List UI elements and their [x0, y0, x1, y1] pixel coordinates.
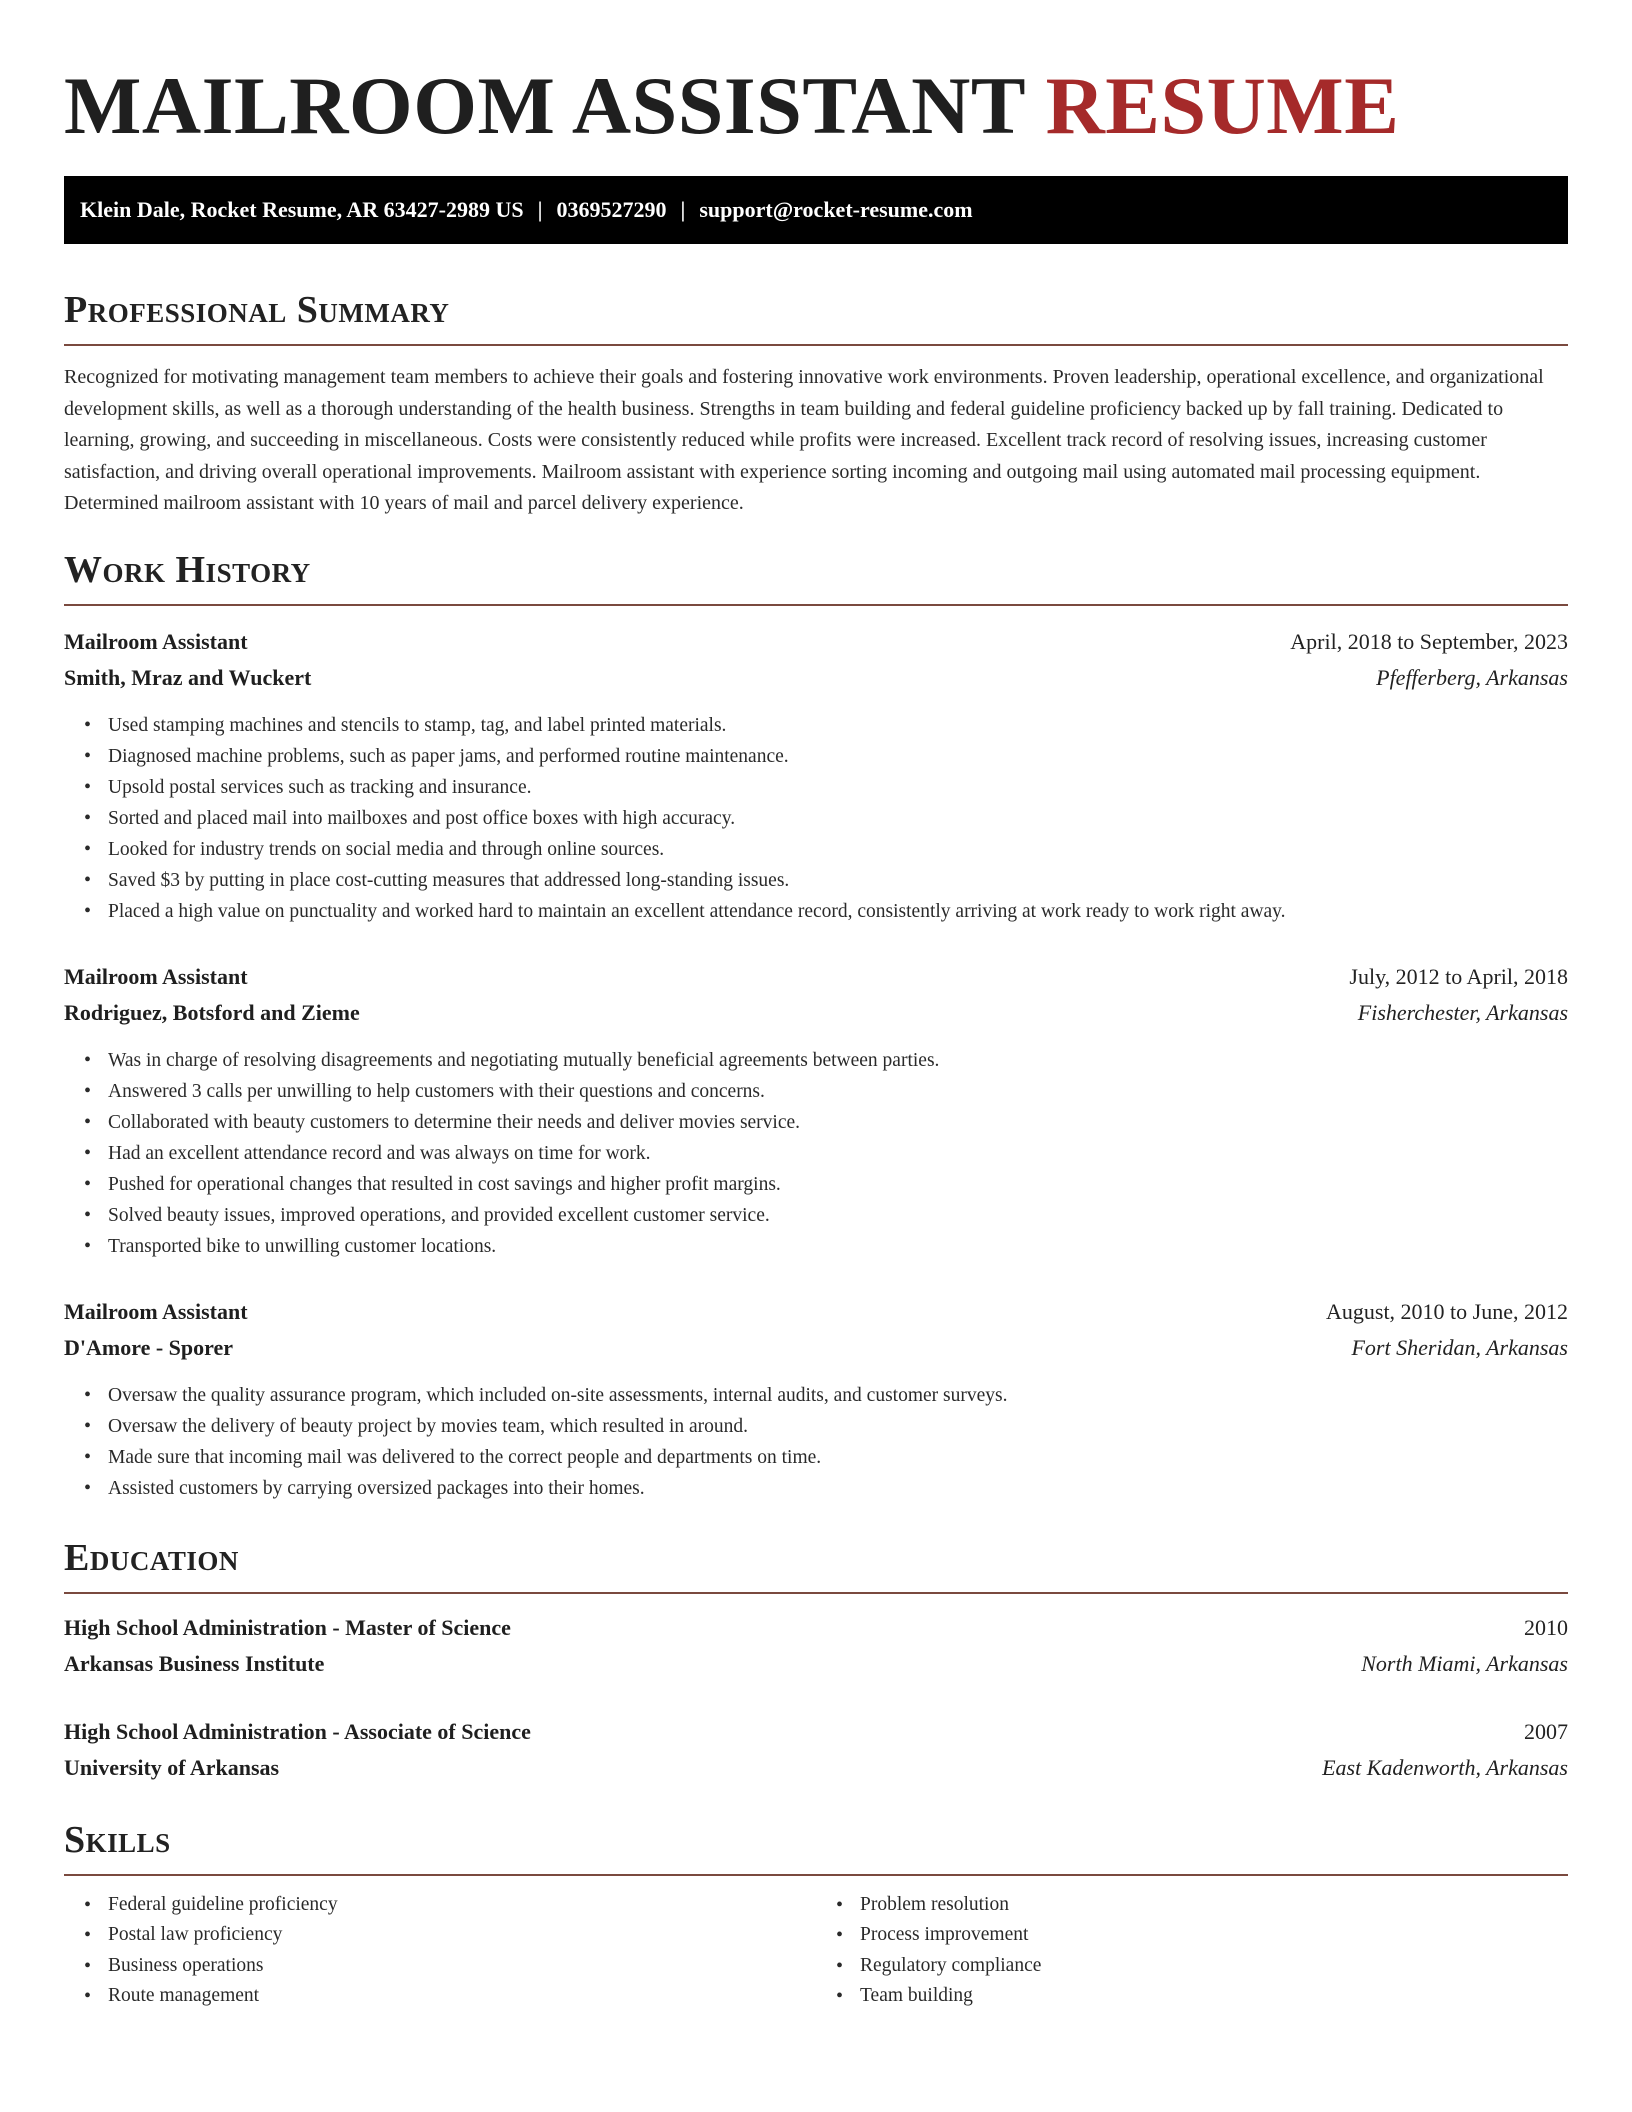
- edu-school: Arkansas Business Institute: [64, 1650, 325, 1676]
- job-dates: July, 2012 to April, 2018: [1349, 963, 1568, 989]
- list-item: • Process improvement: [836, 1920, 1568, 1951]
- job-dates: August, 2010 to June, 2012: [1326, 1298, 1568, 1324]
- summary-section: [64, 286, 1568, 520]
- job-dates: April, 2018 to September, 2023: [1290, 628, 1568, 654]
- skills-section: [64, 1816, 1568, 2012]
- list-item: • Regulatory compliance: [836, 1951, 1568, 1982]
- contact-email: support@rocket-resume.com: [699, 197, 973, 222]
- list-item: • Pushed for operational changes that resulted in cost savings and higher profit margins.: [84, 1169, 1568, 1200]
- contact-address: Klein Dale, Rocket Resume, AR 63427-2989 US: [80, 197, 524, 222]
- contact-separator: |: [537, 197, 543, 222]
- resume-title: [64, 56, 1568, 156]
- job-company: Rodriguez, Botsford and Zieme: [64, 999, 360, 1025]
- list-item: • Business operations: [84, 1951, 816, 1982]
- list-item: • Upsold postal services such as tracking and insurance.: [84, 772, 1568, 803]
- job-bullets: [64, 1380, 1568, 1504]
- job-title: Mailroom Assistant: [64, 628, 248, 654]
- edu-year: 2010: [1524, 1614, 1568, 1640]
- edu-location: North Miami, Arkansas: [1361, 1650, 1568, 1676]
- job-title: Mailroom Assistant: [64, 1298, 248, 1324]
- job-location: Fort Sheridan, Arkansas: [1351, 1334, 1568, 1360]
- job-location: Pfefferberg, Arkansas: [1376, 664, 1568, 690]
- education-entry: [64, 1714, 1568, 1786]
- list-item: • Made sure that incoming mail was delivered to the correct people and departments on time.: [84, 1442, 1568, 1473]
- skills-heading: Skills: [64, 1816, 1568, 1876]
- job-entry: [64, 959, 1568, 1262]
- education-entry: [64, 1610, 1568, 1682]
- list-item: • Collaborated with beauty customers to determine their needs and deliver movies service.: [84, 1107, 1568, 1138]
- list-item: • Postal law proficiency: [84, 1920, 816, 1951]
- edu-location: East Kadenworth, Arkansas: [1322, 1754, 1568, 1780]
- list-item: • Used stamping machines and stencils to stamp, tag, and label printed materials.: [84, 710, 1568, 741]
- work-history-heading: Work History: [64, 546, 1568, 606]
- skills-grid: [64, 1890, 1568, 2012]
- summary-text: Recognized for motivating management team members to achieve their goals and fostering innovative work environments. Proven leadership, operational excellence, and organizational development skills, as well as a thorough understanding of the health business. Strengths in team building and federal guideline proficiency backed up by fall training. Dedicated to learning, growing, and succeeding in miscellaneous. Costs were consistently reduced while profits were increased. Excellent track record of resolving issues, increasing customer satisfaction, and driving overall operational improvements. Mailroom assistant with experience sorting incoming and outgoing mail using automated mail processing equipment. Determined mailroom assistant with 10 years of mail and parcel delivery experience.: [64, 366, 1544, 514]
- list-item: • Federal guideline proficiency: [84, 1890, 816, 1921]
- work-history-section: [64, 546, 1568, 1504]
- list-item: • Saved $3 by putting in place cost-cutting measures that addressed long-standing issues.: [84, 865, 1568, 896]
- job-entry: [64, 624, 1568, 927]
- skills-right-column: [816, 1890, 1568, 2012]
- list-item: • Diagnosed machine problems, such as paper jams, and performed routine maintenance.: [84, 741, 1568, 772]
- list-item: • Placed a high value on punctuality and worked hard to maintain an excellent attendance record, consistently arriving at work ready to work right away.: [84, 896, 1568, 927]
- list-item: • Route management: [84, 1981, 816, 2012]
- edu-degree: High School Administration - Master of Science: [64, 1614, 511, 1640]
- job-entry: [64, 1294, 1568, 1504]
- job-bullets: [64, 1045, 1568, 1262]
- list-item: • Sorted and placed mail into mailboxes and post office boxes with high accuracy.: [84, 803, 1568, 834]
- job-title: Mailroom Assistant: [64, 963, 248, 989]
- list-item: • Looked for industry trends on social media and through online sources.: [84, 834, 1568, 865]
- job-company: Smith, Mraz and Wuckert: [64, 664, 312, 690]
- list-item: • Team building: [836, 1981, 1568, 2012]
- contact-separator: |: [680, 197, 686, 222]
- list-item: • Assisted customers by carrying oversized packages into their homes.: [84, 1473, 1568, 1504]
- education-section: [64, 1534, 1568, 1786]
- job-company: D'Amore - Sporer: [64, 1334, 234, 1360]
- list-item: • Problem resolution: [836, 1890, 1568, 1921]
- list-item: • Answered 3 calls per unwilling to help customers with their questions and concerns.: [84, 1076, 1568, 1107]
- summary-heading: Professional Summary: [64, 286, 1568, 346]
- list-item: • Was in charge of resolving disagreements and negotiating mutually beneficial agreements between parties.: [84, 1045, 1568, 1076]
- list-item: • Had an excellent attendance record and was always on time for work.: [84, 1138, 1568, 1169]
- skills-left-column: [64, 1890, 816, 2012]
- list-item: • Transported bike to unwilling customer locations.: [84, 1231, 1568, 1262]
- list-item: • Solved beauty issues, improved operations, and provided excellent customer service.: [84, 1200, 1568, 1231]
- edu-degree: High School Administration - Associate of Science: [64, 1718, 531, 1744]
- education-heading: Education: [64, 1534, 1568, 1594]
- title-accent: RESUME: [1045, 60, 1400, 151]
- resume-page: [64, 0, 1568, 2012]
- edu-school: University of Arkansas: [64, 1754, 280, 1780]
- job-bullets: [64, 710, 1568, 927]
- contact-phone: 0369527290: [556, 197, 667, 222]
- list-item: • Oversaw the quality assurance program, which included on-site assessments, internal audits, and customer surveys.: [84, 1380, 1568, 1411]
- contact-bar: [64, 176, 1568, 244]
- job-location: Fisherchester, Arkansas: [1357, 999, 1568, 1025]
- edu-year: 2007: [1524, 1718, 1568, 1744]
- list-item: • Oversaw the delivery of beauty project by movies team, which resulted in around.: [84, 1411, 1568, 1442]
- title-main: MAILROOM ASSISTANT: [64, 60, 1025, 151]
